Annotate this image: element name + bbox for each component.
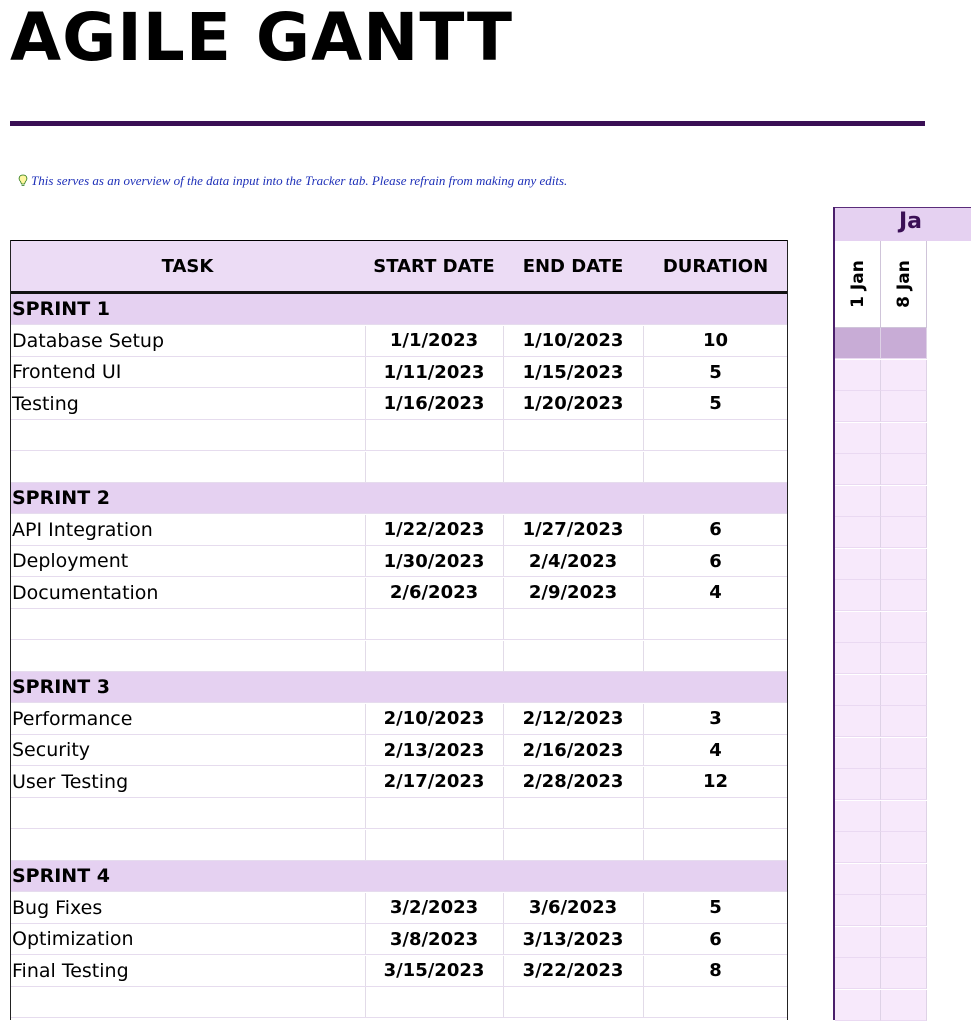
gantt-cell[interactable] — [881, 958, 927, 989]
table-row[interactable] — [10, 924, 788, 955]
end-date-cell[interactable]: 2/4/2023 — [528, 550, 618, 572]
table-row[interactable] — [10, 798, 788, 829]
duration-cell[interactable]: 12 — [702, 771, 729, 792]
gantt-cell[interactable] — [881, 328, 927, 359]
gantt-cell[interactable] — [835, 391, 881, 422]
gantt-cell[interactable] — [881, 706, 927, 737]
task-name-cell[interactable]: API Integration — [12, 518, 153, 541]
gantt-cell[interactable] — [881, 643, 927, 674]
duration-cell[interactable]: 5 — [709, 361, 722, 383]
duration-cell[interactable]: 4 — [709, 739, 722, 761]
start-date-cell[interactable]: 2/17/2023 — [383, 771, 485, 792]
gantt-cell[interactable] — [881, 738, 927, 769]
duration-cell[interactable] — [643, 452, 788, 482]
title-divider — [10, 121, 925, 126]
column-divider — [365, 830, 366, 860]
column-divider — [365, 641, 366, 671]
column-divider — [503, 830, 504, 860]
column-divider — [503, 735, 504, 765]
column-divider — [503, 357, 504, 387]
end-date-cell[interactable] — [503, 452, 643, 482]
table-left-border — [10, 240, 11, 1020]
column-divider — [365, 546, 366, 576]
task-name-cell[interactable] — [10, 798, 365, 828]
start-date-cell[interactable]: 2/10/2023 — [383, 708, 485, 729]
column-divider — [365, 609, 366, 639]
column-divider — [365, 767, 366, 797]
start-date-cell[interactable]: 1/1/2023 — [389, 330, 479, 351]
gantt-cell[interactable] — [881, 801, 927, 832]
column-divider — [643, 641, 644, 671]
column-divider — [503, 609, 504, 639]
gantt-cell[interactable] — [881, 990, 927, 1021]
start-date-cell[interactable] — [365, 420, 503, 450]
gantt-cell[interactable] — [835, 801, 881, 832]
task-name-cell[interactable] — [10, 641, 365, 671]
start-date-cell[interactable]: 1/11/2023 — [383, 361, 485, 383]
gantt-cell[interactable] — [881, 549, 927, 580]
table-row[interactable] — [10, 546, 788, 577]
start-date-cell[interactable]: 3/15/2023 — [383, 960, 485, 981]
gantt-day-label: 1 Jan — [847, 260, 868, 308]
column-divider — [643, 578, 644, 608]
column-divider — [503, 326, 504, 356]
gantt-day-label: 8 Jan — [893, 260, 914, 308]
gantt-cell[interactable] — [835, 769, 881, 800]
sprint-header-row[interactable] — [10, 483, 788, 514]
end-date-cell[interactable]: 1/20/2023 — [522, 393, 624, 414]
duration-cell[interactable] — [643, 641, 788, 671]
sprint-name[interactable]: SPRINT 3 — [12, 676, 111, 698]
column-divider — [503, 420, 504, 450]
gantt-cell[interactable] — [835, 454, 881, 485]
duration-cell[interactable] — [643, 609, 788, 639]
column-divider — [365, 987, 366, 1017]
gantt-cell[interactable] — [835, 423, 881, 454]
table-row[interactable] — [10, 704, 788, 735]
info-note — [18, 173, 567, 189]
end-date-cell[interactable] — [503, 987, 643, 1017]
gantt-day-header — [881, 241, 927, 328]
column-divider — [503, 893, 504, 923]
task-name-cell[interactable]: Performance — [12, 707, 133, 730]
sprint-header-row[interactable] — [10, 672, 788, 703]
end-date-cell[interactable]: 3/13/2023 — [522, 928, 624, 950]
end-date-cell[interactable]: 1/27/2023 — [522, 519, 624, 540]
gantt-day-header — [835, 241, 881, 328]
task-name-cell[interactable]: Bug Fixes — [12, 896, 103, 919]
gantt-cell[interactable] — [881, 486, 927, 517]
task-name-cell[interactable]: Frontend UI — [12, 361, 122, 383]
table-row[interactable] — [10, 956, 788, 987]
start-date-cell[interactable]: 3/2/2023 — [389, 897, 479, 918]
column-divider — [643, 956, 644, 986]
end-date-cell[interactable]: 2/28/2023 — [522, 771, 624, 792]
column-divider — [643, 735, 644, 765]
column-divider — [365, 578, 366, 608]
start-date-cell[interactable] — [365, 987, 503, 1017]
duration-cell[interactable]: 5 — [709, 897, 722, 918]
column-divider — [643, 924, 644, 954]
table-row[interactable] — [10, 767, 788, 798]
column-divider — [643, 704, 644, 734]
header-duration[interactable]: DURATION — [662, 255, 769, 277]
column-divider — [643, 420, 644, 450]
gantt-month-header — [833, 207, 971, 241]
gantt-cell[interactable] — [881, 580, 927, 611]
column-divider — [503, 578, 504, 608]
end-date-cell[interactable]: 3/22/2023 — [522, 960, 624, 981]
duration-cell[interactable] — [643, 987, 788, 1017]
info-note-text: This serves as an overview of the data input into the Tracker tab. Please refrain from making any edits. — [31, 173, 568, 188]
table-row[interactable] — [10, 515, 788, 546]
gantt-cell[interactable] — [835, 486, 881, 517]
gantt-month-label: Ja — [899, 209, 923, 234]
gantt-cell[interactable] — [835, 675, 881, 706]
gantt-cell[interactable] — [835, 328, 881, 359]
gantt-chart — [833, 207, 979, 1020]
gantt-cell[interactable] — [835, 927, 881, 958]
task-name-cell[interactable]: Database Setup — [12, 329, 164, 352]
gantt-cell[interactable] — [835, 958, 881, 989]
gantt-cell[interactable] — [835, 643, 881, 674]
column-divider — [365, 956, 366, 986]
gantt-cell[interactable] — [881, 391, 927, 422]
task-name-cell[interactable] — [10, 830, 365, 860]
column-divider — [365, 704, 366, 734]
gantt-cell[interactable] — [835, 895, 881, 926]
column-divider — [643, 326, 644, 356]
header-task[interactable]: TASK — [161, 255, 214, 277]
column-divider — [503, 956, 504, 986]
task-name-cell[interactable]: Security — [12, 739, 91, 761]
start-date-cell[interactable]: 2/13/2023 — [383, 739, 485, 761]
table-row[interactable] — [10, 641, 788, 672]
task-name-cell[interactable]: Documentation — [12, 581, 159, 604]
column-divider — [643, 389, 644, 419]
lightbulb-icon — [18, 174, 28, 187]
column-divider — [365, 389, 366, 419]
table-row[interactable] — [10, 452, 788, 483]
gantt-cell[interactable] — [881, 612, 927, 643]
column-divider — [643, 987, 644, 1017]
column-divider — [643, 767, 644, 797]
table-row[interactable] — [10, 830, 788, 861]
table-row[interactable] — [10, 735, 788, 766]
column-divider — [365, 735, 366, 765]
task-name-cell[interactable] — [10, 420, 365, 450]
duration-cell[interactable]: 5 — [709, 393, 722, 414]
column-divider — [365, 893, 366, 923]
table-row[interactable] — [10, 389, 788, 420]
column-divider — [643, 609, 644, 639]
start-date-cell[interactable]: 1/16/2023 — [383, 393, 485, 414]
column-divider — [643, 357, 644, 387]
gantt-cell[interactable] — [835, 549, 881, 580]
task-name-cell[interactable]: Deployment — [12, 550, 129, 572]
task-name-cell[interactable] — [10, 609, 365, 639]
gantt-cell[interactable] — [835, 517, 881, 548]
gantt-cell[interactable] — [835, 360, 881, 391]
duration-cell[interactable]: 10 — [702, 330, 729, 351]
table-row[interactable] — [10, 420, 788, 451]
column-divider — [365, 357, 366, 387]
sprint-header-row[interactable] — [10, 294, 788, 325]
table-right-border — [787, 240, 788, 1020]
gantt-cell[interactable] — [835, 832, 881, 863]
duration-cell[interactable]: 6 — [709, 519, 722, 540]
duration-cell[interactable]: 6 — [709, 928, 722, 950]
sprint-name[interactable]: SPRINT 4 — [12, 865, 111, 887]
gantt-cell[interactable] — [881, 895, 927, 926]
table-row[interactable] — [10, 357, 788, 388]
column-divider — [643, 798, 644, 828]
start-date-cell[interactable] — [365, 609, 503, 639]
start-date-cell[interactable] — [365, 641, 503, 671]
duration-cell[interactable] — [643, 420, 788, 450]
gantt-cell[interactable] — [881, 423, 927, 454]
page-title: AGILE GANTT — [10, 0, 513, 76]
start-date-cell[interactable] — [365, 830, 503, 860]
column-divider — [365, 452, 366, 482]
column-divider — [503, 798, 504, 828]
table-row[interactable] — [10, 609, 788, 640]
end-date-cell[interactable] — [503, 641, 643, 671]
task-name-cell[interactable]: Final Testing — [12, 959, 129, 982]
header-start-date[interactable]: START DATE — [373, 255, 495, 277]
start-date-cell[interactable]: 1/30/2023 — [383, 550, 485, 572]
column-divider — [643, 830, 644, 860]
gantt-cell[interactable] — [835, 612, 881, 643]
sprint-name[interactable]: SPRINT 2 — [12, 487, 111, 509]
task-name-cell[interactable]: User Testing — [12, 770, 129, 793]
column-divider — [503, 546, 504, 576]
task-name-cell[interactable] — [10, 987, 365, 1017]
task-name-cell[interactable]: Testing — [12, 392, 79, 415]
table-row[interactable] — [10, 987, 788, 1018]
end-date-cell[interactable]: 2/12/2023 — [522, 708, 624, 729]
start-date-cell[interactable] — [365, 798, 503, 828]
gantt-cell[interactable] — [881, 864, 927, 895]
column-divider — [365, 420, 366, 450]
end-date-cell[interactable]: 2/16/2023 — [522, 739, 624, 761]
gantt-cell[interactable] — [835, 580, 881, 611]
table-row[interactable] — [10, 893, 788, 924]
start-date-cell[interactable]: 1/22/2023 — [383, 519, 485, 540]
end-date-cell[interactable] — [503, 420, 643, 450]
duration-cell[interactable]: 6 — [709, 550, 722, 572]
duration-cell[interactable]: 3 — [709, 708, 722, 729]
start-date-cell[interactable]: 3/8/2023 — [389, 928, 479, 950]
start-date-cell[interactable]: 2/6/2023 — [389, 582, 479, 603]
gantt-cell[interactable] — [881, 360, 927, 391]
column-divider — [503, 389, 504, 419]
start-date-cell[interactable] — [365, 452, 503, 482]
gantt-cell[interactable] — [881, 769, 927, 800]
column-divider — [365, 798, 366, 828]
end-date-cell[interactable]: 1/10/2023 — [522, 330, 624, 351]
column-divider — [365, 515, 366, 545]
column-divider — [503, 641, 504, 671]
gantt-cell[interactable] — [881, 927, 927, 958]
duration-cell[interactable] — [643, 830, 788, 860]
gantt-cell[interactable] — [835, 990, 881, 1021]
column-divider — [503, 515, 504, 545]
column-divider — [643, 452, 644, 482]
task-name-cell[interactable] — [10, 452, 365, 482]
column-divider — [503, 767, 504, 797]
gantt-cell[interactable] — [835, 738, 881, 769]
column-divider — [365, 924, 366, 954]
gantt-cell[interactable] — [835, 706, 881, 737]
column-divider — [643, 893, 644, 923]
sprint-header-row[interactable] — [10, 861, 788, 892]
column-divider — [503, 704, 504, 734]
column-divider — [503, 452, 504, 482]
header-end-date[interactable]: END DATE — [522, 255, 624, 277]
column-divider — [643, 515, 644, 545]
table-row[interactable] — [10, 578, 788, 609]
end-date-cell[interactable]: 1/15/2023 — [522, 361, 624, 383]
task-name-cell[interactable]: Optimization — [12, 928, 134, 950]
column-divider — [643, 546, 644, 576]
end-date-cell[interactable] — [503, 798, 643, 828]
gantt-cell[interactable] — [835, 864, 881, 895]
table-header — [10, 240, 788, 294]
end-date-cell[interactable] — [503, 609, 643, 639]
gantt-cell[interactable] — [881, 454, 927, 485]
column-divider — [503, 924, 504, 954]
gantt-cell[interactable] — [881, 517, 927, 548]
end-date-cell[interactable]: 2/9/2023 — [528, 582, 618, 603]
column-divider — [365, 326, 366, 356]
gantt-cell[interactable] — [881, 832, 927, 863]
end-date-cell[interactable] — [503, 830, 643, 860]
end-date-cell[interactable]: 3/6/2023 — [528, 897, 618, 918]
duration-cell[interactable]: 4 — [709, 582, 722, 603]
duration-cell[interactable] — [643, 798, 788, 828]
table-row[interactable] — [10, 326, 788, 357]
gantt-cell[interactable] — [881, 675, 927, 706]
duration-cell[interactable]: 8 — [709, 960, 722, 981]
column-divider — [503, 987, 504, 1017]
sprint-name[interactable]: SPRINT 1 — [12, 298, 111, 320]
